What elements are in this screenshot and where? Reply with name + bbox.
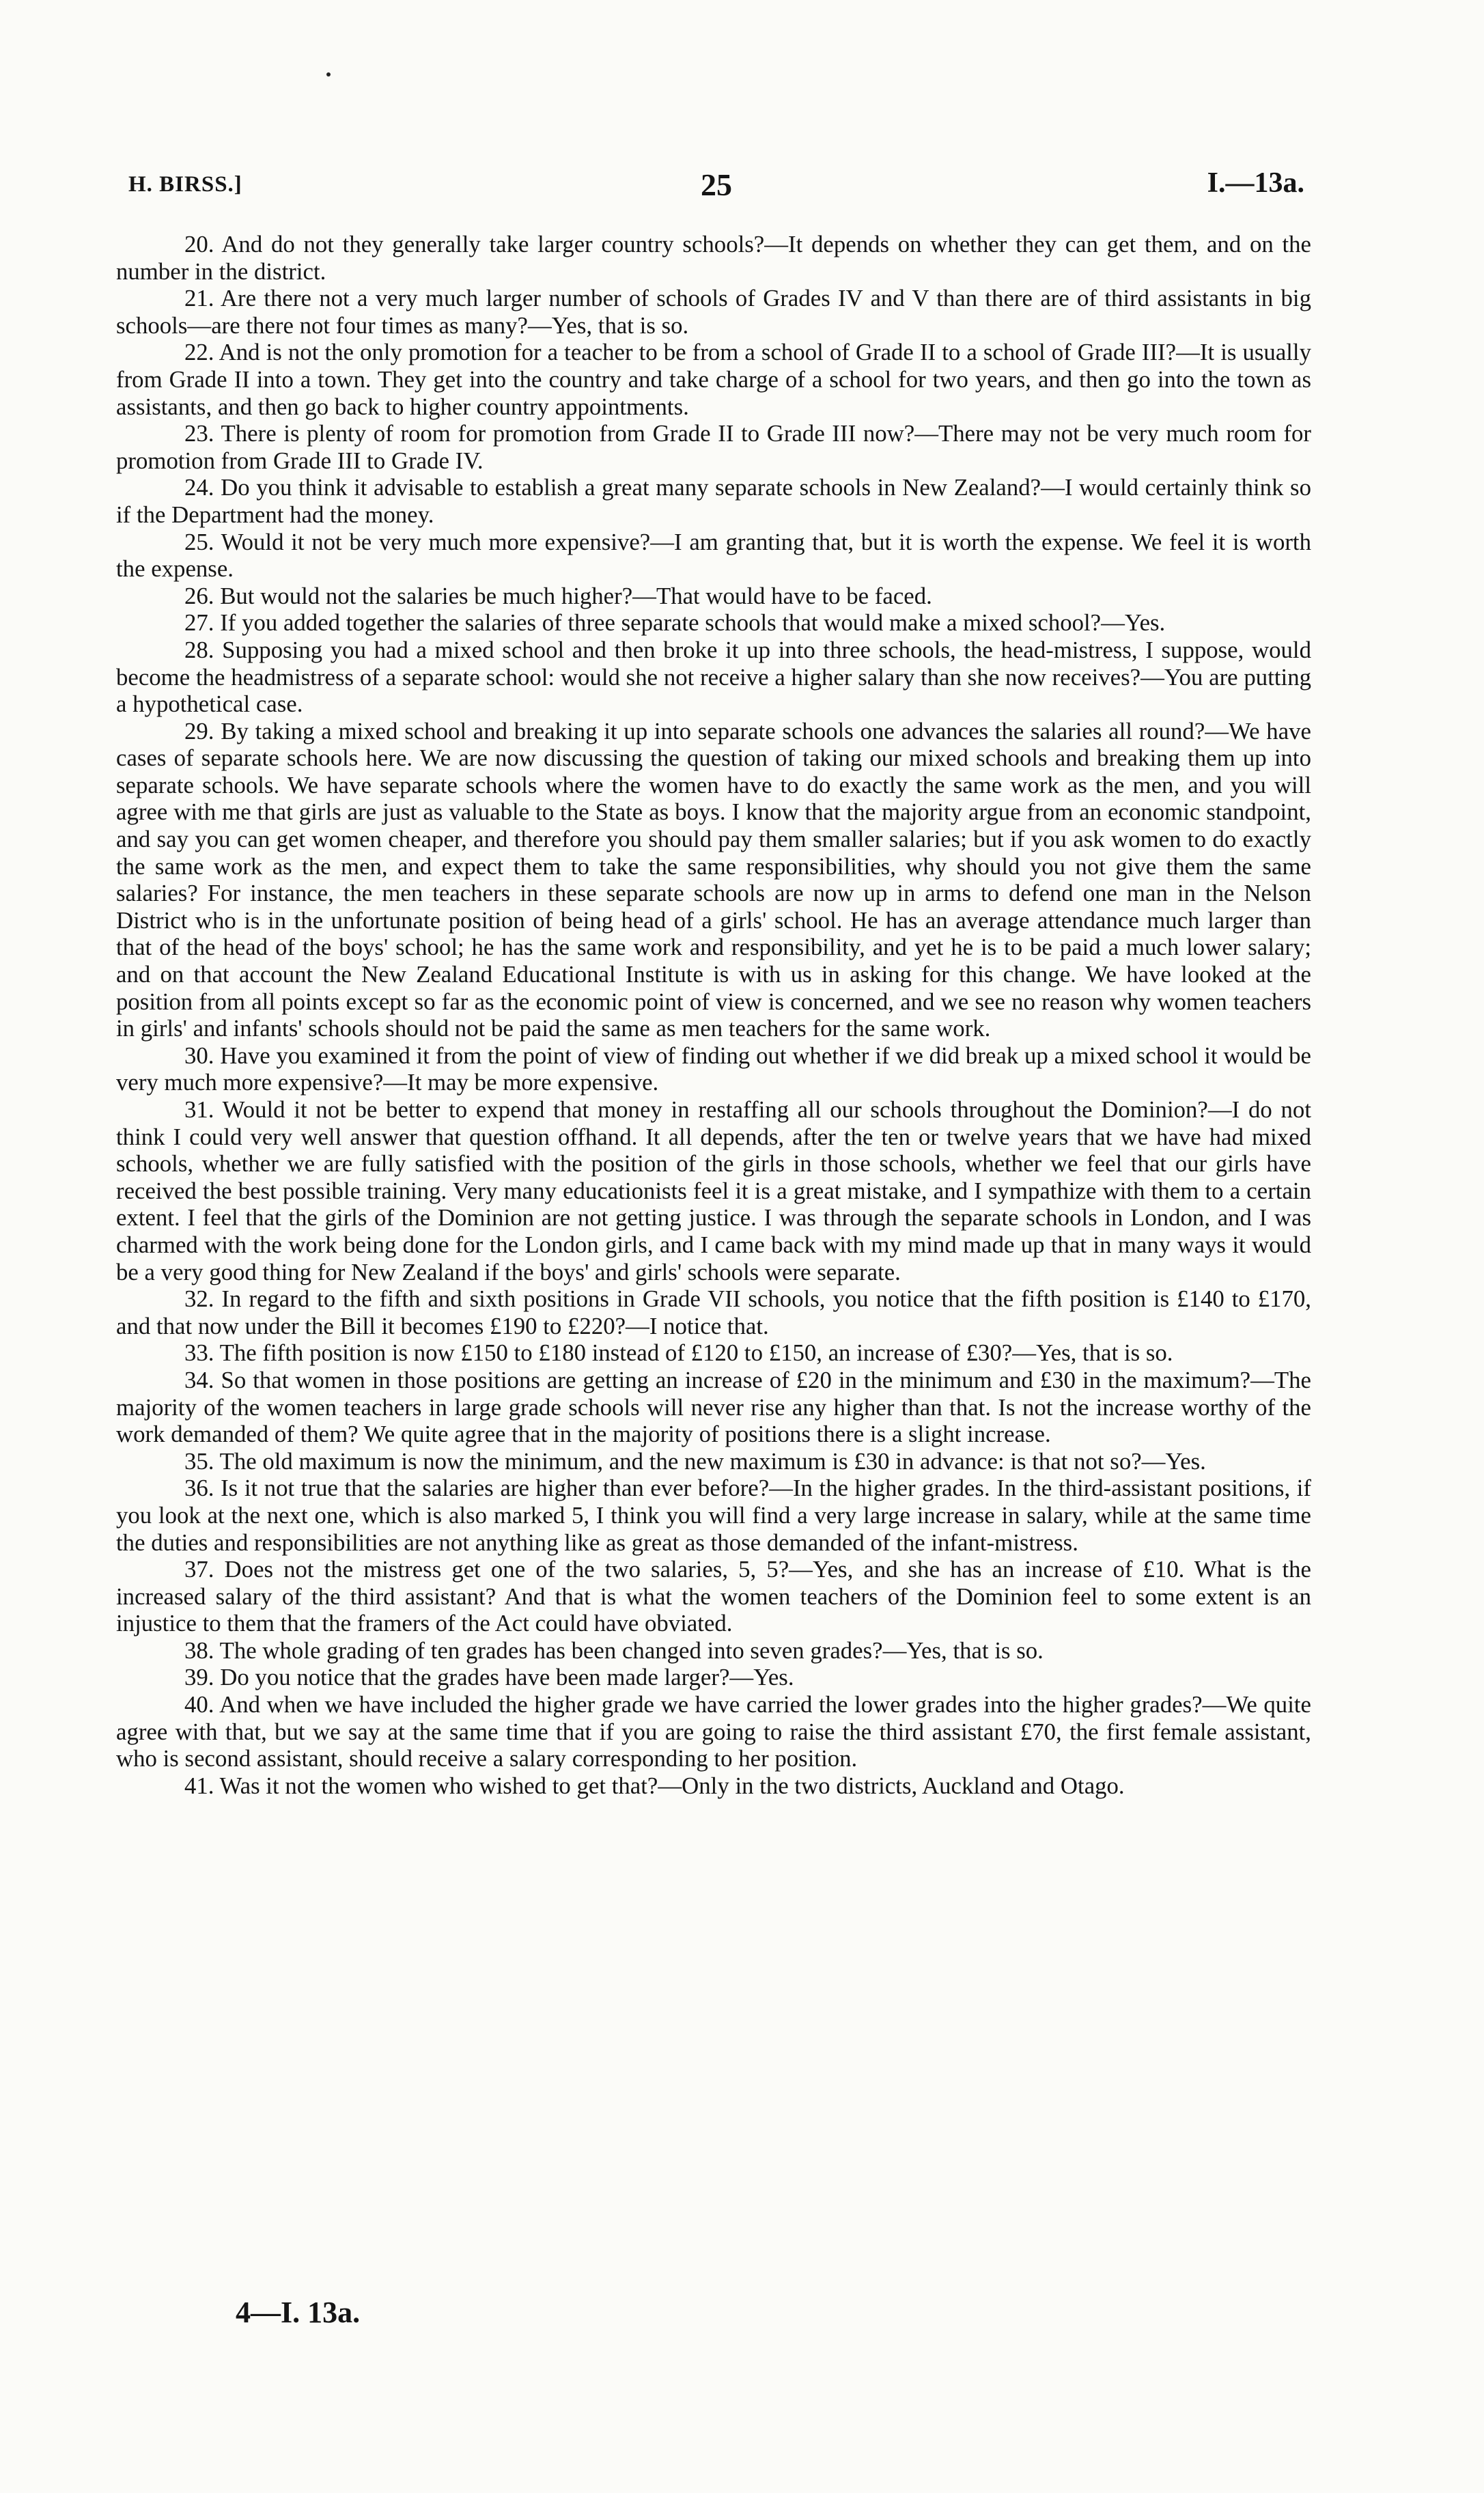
paragraph-30: 30. Have you examined it from the point of view of finding out whether if we did break up a mixed school it would be very much more expensive?—It may be more expensive. — [116, 1042, 1311, 1096]
print-speck — [326, 72, 331, 76]
running-header — [128, 167, 1304, 208]
printer-signature: 4—I. 13a. — [236, 2296, 361, 2329]
paragraph-37: 37. Does not the mistress get one of the two salaries, 5, 5?—Yes, and she has an increase of £10. What is the increased salary of the third assistant? And that is what the women teachers of the Dominion feel to some extent is an injustice to them that the framers of the Act could have obviated. — [116, 1556, 1311, 1637]
paragraph-39: 39. Do you notice that the grades have been made larger?—Yes. — [184, 1664, 794, 1691]
paragraph-29: 29. By taking a mixed school and breaking it up into separate schools one advances the salaries all round?—We have cases of separate schools here. We are now discussing the question of taking our mixed schools and breaking them up into separate schools. We have separate schools where the women have to do exactly the same work as the men, and you will agree with me that girls are just as valuable to the State as boys. I know that the majority argue from an economic standpoint, and say you can get women cheaper, and therefore you should pay them smaller salaries; but if you ask women to do exactly the same work as the men, and expect them to take the same responsibilities, why should you not give them the same salaries? For instance, the men teachers in these separate schools are now up in arms to defend one man in the Nelson District who is in the unfortunate position of being head of a girls' school. He has an average attendance much larger than that of the head of the boys' school; he has the same work and responsibility, and yet he is to be paid a much lower salary; and on that account the New Zealand Educational Institute is with us in asking for this change. We have looked at the position from all points except so far as the economic point of view is concerned, and we see no reason why women teachers in girls' and infants' schools should not be paid the same as men teachers for the same work. — [116, 717, 1311, 1042]
paragraph-27: 27. If you added together the salaries of three separate schools that would make a mixed school?—Yes. — [184, 609, 1166, 637]
paragraph-26: 26. But would not the salaries be much higher?—That would have to be faced. — [184, 582, 932, 609]
paragraph-28: 28. Supposing you had a mixed school and then broke it up into three schools, the head-mistress, I suppose, would become the headmistress of a separate school: would she not receive a higher salary than she now receives?—You are putting a hypothetical case. — [116, 636, 1311, 718]
paragraph-23: 23. There is plenty of room for promotion from Grade II to Grade III now?—There may not be very much room for promotion from Grade III to Grade IV. — [116, 420, 1311, 474]
paragraph-40: 40. And when we have included the higher grade we have carried the lower grades into the higher grades?—We quite agree with that, but we say at the same time that if you are going to raise the third assistant £70, the first female assistant, who is second assistant, should receive a salary corresponding to her position. — [116, 1691, 1311, 1772]
evidence-body — [116, 231, 1311, 1799]
witness-name: H. BIRSS.] — [128, 172, 242, 197]
paragraph-24: 24. Do you think it advisable to establish a great many separate schools in New Zealand?—I would certainly think so if the Department had the money. — [116, 474, 1311, 528]
paragraph-34: 34. So that women in those positions are getting an increase of £20 in the minimum and £30 in the maximum?—The majority of the women teachers in large grade schools will never rise any higher than that. Is not the increase worthy of the work demanded of them? We quite agree that in the majority of positions there is a slight increase. — [116, 1366, 1311, 1448]
paragraph-31: 31. Would it not be better to expend that money in restaffing all our schools throughout the Dominion?—I do not think I could very well answer that question offhand. It all depends, after the ten or twelve years that we have had mixed schools, whether we are fully satisfied with the position of the girls in those schools, whether we feel that our girls have received the best possible training. Very many educationists feel it is a great mistake, and I sympathize with them to a certain extent. I feel that the girls of the Dominion are not getting justice. I was through the separate schools in London, and I was charmed with the work being done for the London girls, and I came back with my mind made up that in many ways it would be a very good thing for New Zealand if the boys' and girls' schools were separate. — [116, 1096, 1311, 1285]
paragraph-25: 25. Would it not be very much more expensive?—I am granting that, but it is worth the expense. We feel it is worth the expense. — [116, 528, 1311, 583]
page-number: 25 — [701, 167, 732, 202]
document-reference: I.—13a. — [1207, 167, 1304, 199]
paragraph-33: 33. The fifth position is now £150 to £180 instead of £120 to £150, an increase of £30?—Yes, that is so. — [184, 1339, 1173, 1367]
paragraph-21: 21. Are there not a very much larger number of schools of Grades IV and V than there are of third assistants in big schools—are there not four times as many?—Yes, that is so. — [116, 285, 1311, 339]
paragraph-35: 35. The old maximum is now the minimum, and the new maximum is £30 in advance: is that not so?—Yes. — [184, 1447, 1206, 1475]
paragraph-36: 36. Is it not true that the salaries are higher than ever before?—In the higher grades. In the third-assistant positions, if you look at the next one, which is also marked 5, I think you will find a very large increase in salary, while at the same time the duties and responsibilities are not anything like as great as those demanded of the infant-mistress. — [116, 1475, 1311, 1556]
paragraph-41: 41. Was it not the women who wished to get that?—Only in the two districts, Auckland and Otago. — [184, 1772, 1125, 1799]
paragraph-38: 38. The whole grading of ten grades has been changed into seven grades?—Yes, that is so. — [184, 1637, 1044, 1664]
paragraph-22: 22. And is not the only promotion for a teacher to be from a school of Grade II to a school of Grade III?—It is usually from Grade II into a town. They get into the country and take charge of a school for two years, and then go into the town as assistants, and then go back to higher country appointments. — [116, 339, 1311, 420]
paragraph-32: 32. In regard to the fifth and sixth positions in Grade VII schools, you notice that the fifth position is £140 to £170, and that now under the Bill it becomes £190 to £220?—I notice that. — [116, 1285, 1311, 1339]
paragraph-20: 20. And do not they generally take larger country schools?—It depends on whether they can get them, and on the number in the district. — [116, 231, 1311, 285]
